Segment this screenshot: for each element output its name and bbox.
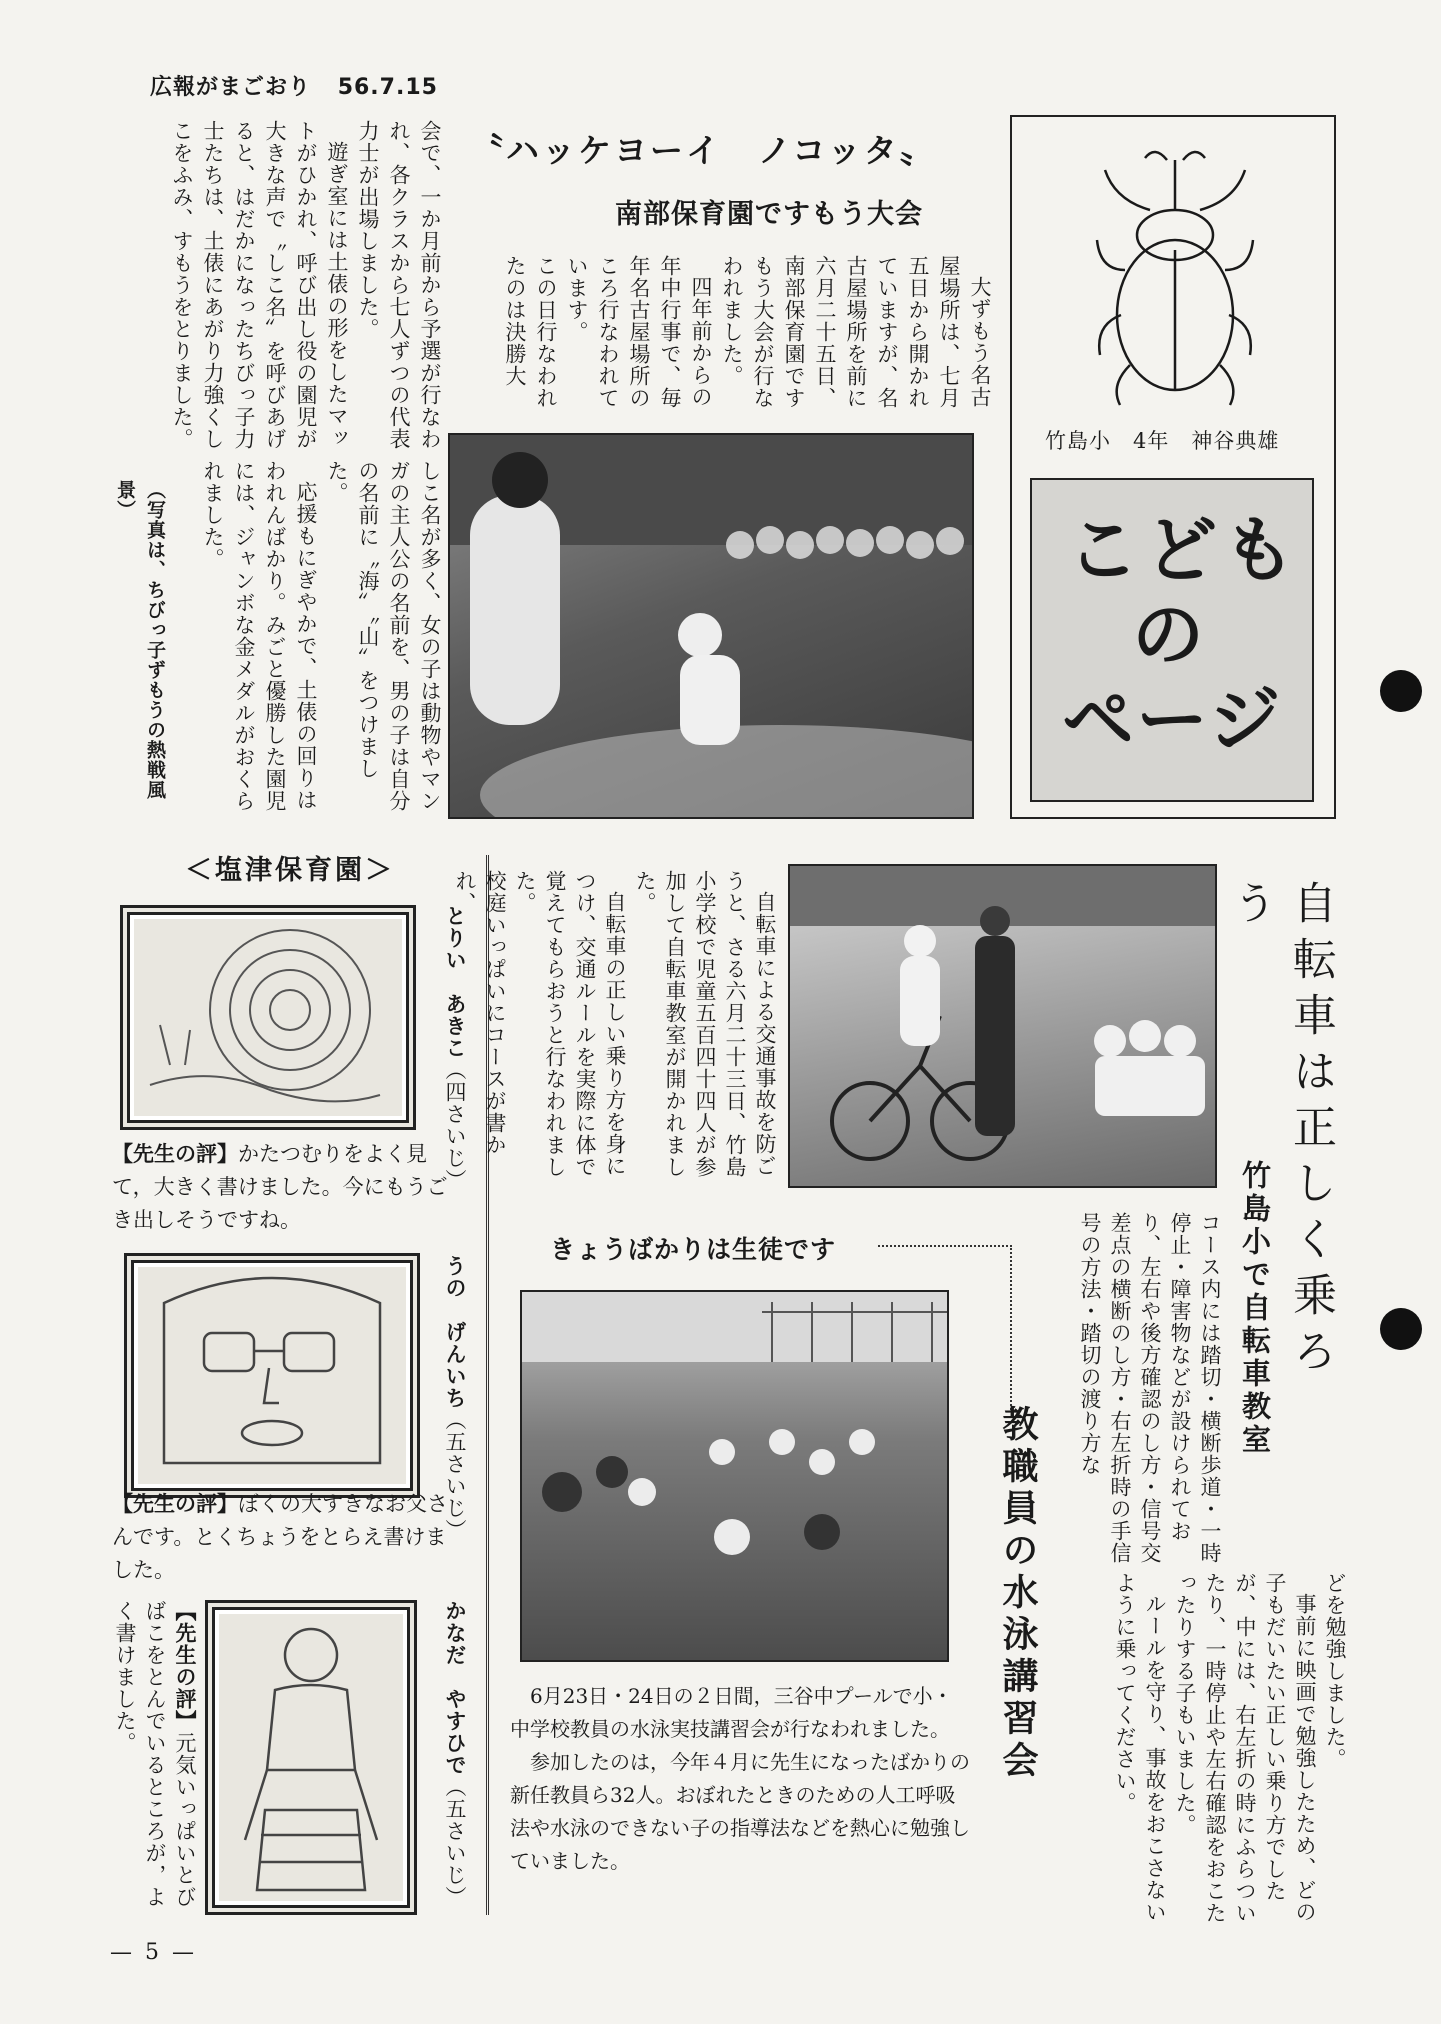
work-3-credit — [420, 1600, 470, 1930]
swim-kicker-rule — [878, 1245, 1008, 1247]
sumo-paragraph-4: 遊ぎ室には土俵の形をしたマットがひかれ、呼び出し役の園児が大きな声で〝しこ名〟を呼びあげると、はだかになったちびっ子力士たちは、土俵にあがり力強くしこをふみ、すもうをとりました。 — [170, 120, 349, 450]
swim-paragraph-2: 参加したのは，今年４月に先生になったばかりの新任教員ら32人。おぼれたときのための人工呼吸法や水泳のできない子の指導法などを熱心に勉強していました。 — [510, 1750, 970, 1873]
issue-date: 56.7.15 — [337, 75, 438, 100]
work-2-review — [112, 1488, 460, 1587]
binding-hole-top — [1380, 670, 1422, 712]
nursery-title: ＜塩津保育園＞ — [185, 855, 395, 886]
sumo-paragraph-3b: 会で、一か月前から予選が行なわれ、各クラスから七人ずつの代表力士が出場しました。 — [356, 120, 442, 450]
drawing-vaulting-box — [205, 1600, 417, 1915]
page-number: — 5 — — [110, 1940, 197, 1965]
sumo-text-left — [100, 120, 445, 450]
work-3-review-label: 【先生の評】 — [173, 1600, 197, 1732]
sumo-photo — [448, 433, 974, 819]
bicycle-paragraph-2: 自転車の正しい乗り方を身につけ、交通ルールを実際に体で覚えてもらおうと行なわれました。 — [513, 870, 627, 1178]
bicycle-photo — [788, 864, 1217, 1188]
work-3-review — [108, 1600, 200, 1910]
swim-paragraph-1: 6月23日・24日の２日間，三谷中プールで小・中学校教員の水泳実技講習会が行なわれました。 — [510, 1684, 953, 1741]
swim-title: 教職員の水泳講習会 — [997, 1405, 1038, 1783]
sumo-subtitle: 南部保育園ですもう大会 — [615, 199, 923, 230]
work-2-name: うの げんいち — [443, 1255, 467, 1409]
kids-title-line-1: こども — [1067, 508, 1302, 592]
bicycle-title: 自転車は正しく乗ろう — [1225, 880, 1336, 1384]
kids-artist-credit: 竹島小 4年 神谷典雄 — [1045, 429, 1280, 453]
work-1-review-label: 【先生の評】 — [112, 1142, 238, 1166]
bicycle-text-bottom-2 — [1060, 1572, 1350, 1927]
sumo-paragraph-6: 応援もにぎやかで、土俵の回りはわれんばかり。みごと優勝した園児には、ジャンボな金メダルがおくられました。 — [201, 460, 318, 812]
bicycle-subtitle: 竹島小で自転車教室 — [1238, 1160, 1272, 1457]
bicycle-paragraph-1: 自転車による交通事故を防ごうと、さる六月二十三日、竹島小学校で児童五百四十四人が参加して自転車教室が開かれました。 — [633, 870, 777, 1178]
bicycle-text-bottom — [1060, 1212, 1225, 1577]
sumo-photo-caption: （写真は、ちびっ子ずもうの熱戦風景） — [114, 480, 166, 800]
binding-hole-bottom — [1380, 1308, 1422, 1350]
sumo-paragraph-5: しこ名が多く、女の子は動物やマンガの主人公の名前を、男の子は自分の名前に〝海〟〝山〟をつけました。 — [325, 460, 442, 812]
work-1-review-text: かたつむりをよく見て，大きく書けました。今にもうごき出しそうですね。 — [112, 1142, 448, 1232]
sumo-paragraph-1: 大ずもう名古屋場所は、七月五日から開かれていますが、名古屋場所を前に六月二十五日、南部保育園ですもう大会が行なわれました。 — [720, 255, 992, 409]
work-3-name: かなだ やすひで — [443, 1600, 467, 1776]
work-1-age: （四さいじ） — [443, 1059, 467, 1191]
bicycle-photo-illustration — [790, 866, 1215, 1186]
bicycle-paragraph-4: 事前に映画で勉強したため、どの子もだいたい正しい乗り方でしたが、中には、右左折の時にふらついたり、一時停止や左右確認をおこたったりする子もいました。 — [1173, 1572, 1317, 1924]
bicycle-paragraph-3c: どを勉強しました。 — [1323, 1572, 1347, 1770]
drawing-father — [124, 1253, 420, 1498]
sumo-title: 〝ハッケヨーイ ノコッタ〟 — [470, 131, 936, 170]
work-2-age: （五さいじ） — [443, 1409, 467, 1541]
swim-text — [510, 1680, 970, 1878]
bicycle-paragraph-3a: 校庭いっぱいにコースが書かれ、 — [453, 870, 507, 1156]
sumo-text-top — [445, 255, 995, 415]
swim-side-rule — [1010, 1245, 1012, 1410]
publication-name: 広報がまごおり — [150, 75, 312, 100]
sumo-text-left-lower — [170, 460, 445, 820]
drawing-snail — [120, 905, 416, 1130]
vaulting-box-drawing-icon — [215, 1610, 407, 1905]
beetle-drawing-icon — [1095, 140, 1255, 410]
publication-header — [150, 70, 438, 101]
snail-drawing-icon — [130, 915, 406, 1120]
work-3-review-text: 元気いっぱいとびばこをとんでいるところが，よく書けました。 — [113, 1600, 197, 1908]
work-2-review-label: 【先生の評】 — [112, 1492, 238, 1516]
kids-title-box — [1030, 478, 1314, 802]
kids-title-line-3: ページ — [1062, 678, 1283, 762]
bicycle-paragraph-3b: コース内には踏切・横断歩道・一時停止・障害物などが設けられており、左右や後方確認のし方・信号交差点の横断のし方・右左折時の手信号の方法・踏切の渡り方な — [1078, 1212, 1222, 1564]
father-face-drawing-icon — [134, 1263, 410, 1488]
work-3-age: （五さいじ） — [443, 1776, 467, 1908]
work-2-review-text: ぼくの大すきなお父さんです。とくちょうをとらえ書けました。 — [112, 1492, 448, 1582]
kids-title-line-2: の — [1132, 593, 1205, 677]
sumo-paragraph-2: 四年前からの年中行事で、毎年名古屋場所のころ行なわれています。 — [565, 255, 713, 409]
swim-kicker: きょうばかりは生徒です — [550, 1235, 837, 1264]
work-1-review — [112, 1138, 460, 1237]
swim-photo — [520, 1290, 949, 1662]
sumo-photo-illustration — [450, 435, 972, 817]
swim-photo-illustration — [522, 1292, 947, 1660]
sumo-paragraph-3a: この日行なわれたのは決勝大 — [503, 255, 558, 409]
work-1-name: とりい あきこ — [443, 905, 467, 1059]
bicycle-paragraph-5: ルールを守り、事故をおこさないように乗ってください。 — [1113, 1572, 1167, 1923]
